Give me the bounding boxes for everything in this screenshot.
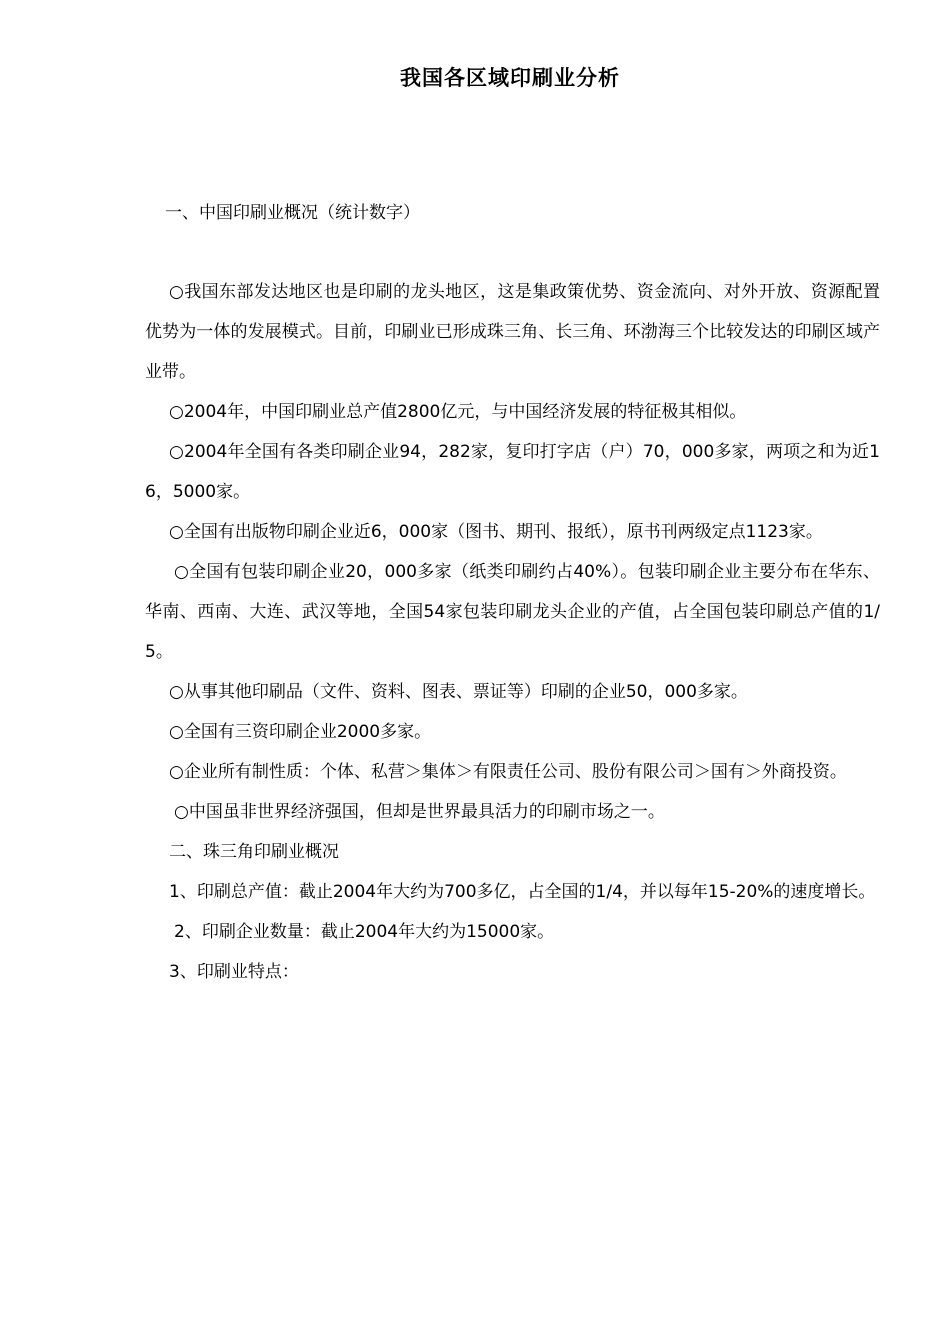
list-item-features: 3、印刷业特点：: [169, 962, 299, 982]
paragraph-packaging-printing: ○全国有包装印刷企业20，000多家（纸类印刷约占40%）。包装印刷企业主要分布在华东、华南、西南、大连、武汉等地，全国54家包装印刷龙头企业的产值，占全国包装印刷总产值的1/5。: [145, 562, 880, 662]
document-body: [145, 192, 880, 992]
paragraph-enterprise-count: ○2004年全国有各类印刷企业94，282家，复印打字店（户）70，000多家，两项之和为近16，5000家。: [145, 442, 880, 502]
list-item-enterprise-count: 2、印刷企业数量：截止2004年大约为15000家。: [174, 922, 555, 942]
document-title: 我国各区域印刷业分析: [400, 66, 620, 90]
paragraph-publication-printing: ○全国有出版物印刷企业近6，000家（图书、期刊、报纸），原书刊两级定点1123家。: [169, 522, 823, 542]
paragraph-output-2004: ○2004年，中国印刷业总产值2800亿元，与中国经济发展的特征极其相似。: [169, 402, 747, 422]
paragraph-ownership: ○企业所有制性质：个体、私营＞集体＞有限责任公司、股份有限公司＞国有＞外商投资。: [169, 762, 847, 782]
paragraph-foreign-invested: ○全国有三资印刷企业2000多家。: [169, 722, 432, 742]
paragraph-other-printing: ○从事其他印刷品（文件、资料、图表、票证等）印刷的企业50，000多家。: [169, 682, 748, 702]
section-heading-1: 一、中国印刷业概况（统计数字）: [165, 203, 420, 223]
list-item-total-output: 1、印刷总产值：截止2004年大约为700多亿，占全国的1/4，并以每年15-20%的速度增长。: [169, 882, 876, 902]
paragraph-eastern-region: ○我国东部发达地区也是印刷的龙头地区，这是集政策优势、资金流向、对外开放、资源配置优势为一体的发展模式。目前，印刷业已形成珠三角、长三角、环渤海三个比较发达的印刷区域产业带。: [145, 282, 880, 382]
paragraph-market-vitality: ○中国虽非世界经济强国，但却是世界最具活力的印刷市场之一。: [174, 802, 665, 822]
section-heading-2: 二、珠三角印刷业概况: [169, 842, 339, 862]
